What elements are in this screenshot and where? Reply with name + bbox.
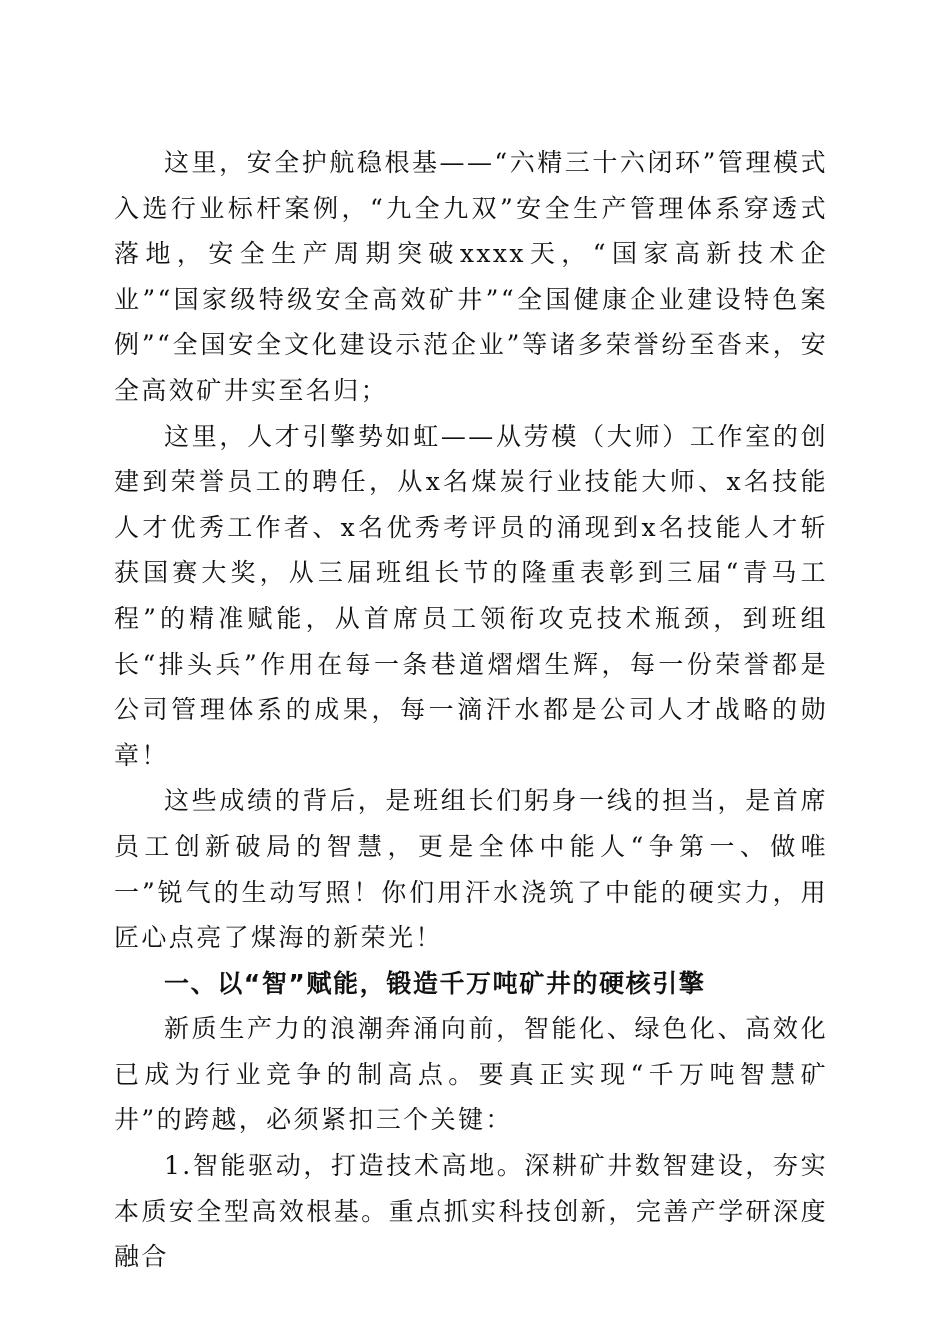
paragraph-new-productivity: 新质生产力的浪潮奔涌向前，智能化、绿色化、高效化已成为行业竞争的制高点。要真正实现“千万吨智慧矿井”的跨越，必须紧扣三个关键： — [114, 1014, 828, 1135]
paragraph-achievements: 这些成绩的背后，是班组长们躬身一线的担当，是首席员工创新破局的智慧，更是全体中能人“争第一、做唯一”锐气的生动写照！你们用汗水浇筑了中能的硬实力，用匠心点亮了煤海的新荣光！ — [114, 786, 828, 953]
section-heading-1: 一、以“智”赋能，锻造千万吨矿井的硬核引擎 — [164, 968, 706, 998]
paragraph-talent: 这里，人才引擎势如虹——从劳模（大师）工作室的创建到荣誉员工的聘任，从x名煤炭行业技能大师、x名技能人才优秀工作者、x名优秀考评员的涌现到x名技能人才斩获国赛大奖，从三届班组长节的隆重表彰到三届“青马工程”的精准赋能，从首席员工领衔攻克技术瓶颈，到班组长“排头兵”作用在每一条巷道熠熠生辉，每一份荣誉都是公司管理体系的成果，每一滴汗水都是公司人才战略的勋章！ — [114, 421, 828, 770]
paragraph-point-1: 1.智能驱动，打造技术高地。深耕矿井数智建设，夯实本质安全型高效根基。重点抓实科技创新，完善产学研深度融合 — [114, 1151, 828, 1272]
document-body — [114, 140, 828, 1280]
paragraph-safety: 这里，安全护航稳根基——“六精三十六闭环”管理模式入选行业标杆案例，“九全九双”安全生产管理体系穿透式落地，安全生产周期突破xxxx天，“国家高新技术企业”“国家级特级安全高效矿井”“全国健康企业建设特色案例”“全国安全文化建设示范企业”等诸多荣誉纷至沓来，安全高效矿井实至名归； — [114, 148, 828, 405]
